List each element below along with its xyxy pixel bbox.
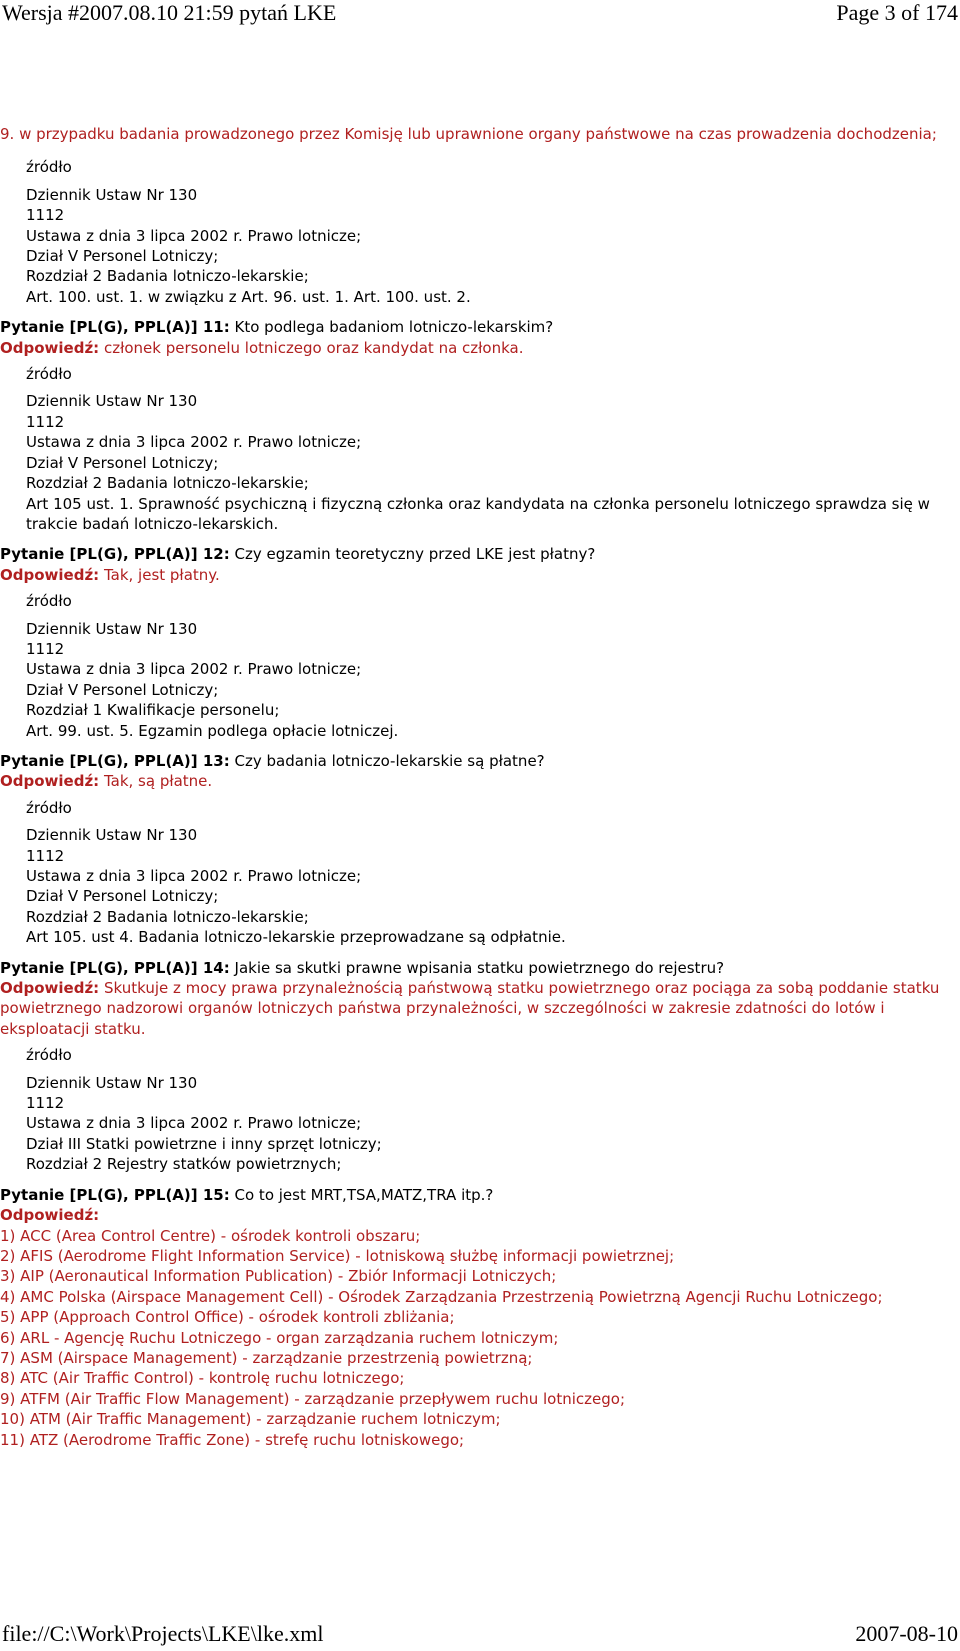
source-line: 1112 <box>26 846 65 865</box>
answer-block <box>0 1205 950 1450</box>
question-label: Pytanie [PL(G), PPL(A)] 14: <box>0 958 230 977</box>
answer-list-item: 8) ATC (Air Traffic Control) - kontrolę ruchu lotniczego; <box>0 1369 405 1388</box>
question-source <box>26 364 950 534</box>
source-line: Art. 100. ust. 1. w związku z Art. 96. ust. 1. Art. 100. ust. 2. <box>26 287 471 306</box>
question-label: Pytanie [PL(G), PPL(A)] 13: <box>0 751 230 770</box>
source-line: Dział V Personel Lotniczy; <box>26 453 219 472</box>
question-line <box>0 317 950 337</box>
header-page-number: Page 3 of 174 <box>836 0 958 25</box>
question-source <box>26 798 950 948</box>
source-line: 1112 <box>26 206 65 225</box>
answer-list-item: 11) ATZ (Aerodrome Traffic Zone) - strefę ruchu lotniskowego; <box>0 1430 465 1449</box>
question-block <box>0 751 950 948</box>
answer-list <box>0 1226 950 1450</box>
answer-list-item: 3) AIP (Aeronautical Information Publication) - Zbiór Informacji Lotniczych; <box>0 1267 557 1286</box>
page-footer <box>0 1621 960 1651</box>
question-text: Jakie sa skutki prawne wpisania statku powietrznego do rejestru? <box>234 958 725 977</box>
source-line: Dział V Personel Lotniczy; <box>26 247 219 266</box>
header-version: Wersja #2007.08.10 21:59 pytań LKE <box>2 0 337 25</box>
answer-line <box>0 771 950 791</box>
source-line: Rozdział 2 Badania lotniczo-lekarskie; <box>26 474 309 493</box>
question-source <box>26 1045 950 1174</box>
source-line: Dziennik Ustaw Nr 130 <box>26 392 198 411</box>
source-link[interactable]: źródło <box>26 592 72 611</box>
answer-label: Odpowiedź: <box>0 979 100 998</box>
footer-date: 2007-08-10 <box>855 1621 958 1646</box>
question-label: Pytanie [PL(G), PPL(A)] 12: <box>0 545 230 564</box>
answer-label: Odpowiedź: <box>0 772 100 791</box>
source-line: Dziennik Ustaw Nr 130 <box>26 619 198 638</box>
source-line: 1112 <box>26 639 65 658</box>
source-line: Dziennik Ustaw Nr 130 <box>26 826 198 845</box>
question-line <box>0 1185 950 1205</box>
answer-list-item: 2) AFIS (Aerodrome Flight Information Service) - lotniskową służbę informacji powietrznej; <box>0 1246 675 1265</box>
source-line: Art. 99. ust. 5. Egzamin podlega opłacie lotniczej. <box>26 721 399 740</box>
question-text: Czy badania lotniczo-lekarskie są płatne? <box>234 751 545 770</box>
page-header <box>0 0 960 30</box>
answer-label: Odpowiedź: <box>0 338 100 357</box>
question-line <box>0 958 950 978</box>
question-text: Kto podlega badaniom lotniczo-lekarskim? <box>234 318 554 337</box>
source-link[interactable]: źródło <box>26 798 72 817</box>
answer-text: Skutkuje z mocy prawa przynależnością państwową statku powietrznego oraz pociąga za sobą poddanie statku powietrznego nadzorowi organów lotniczych państwa przynależności, w szczególności w zakresie zdatności do lotów i eksploatacji statku. <box>0 979 940 1038</box>
source-line: Dziennik Ustaw Nr 130 <box>26 185 198 204</box>
answer-label: Odpowiedź: <box>0 565 100 584</box>
intro-source <box>26 157 950 307</box>
source-line: Dział III Statki powietrzne i inny sprzęt lotniczy; <box>26 1134 382 1153</box>
source-line: 1112 <box>26 1094 65 1113</box>
source-link[interactable]: źródło <box>26 1046 72 1065</box>
question-label: Pytanie [PL(G), PPL(A)] 11: <box>0 318 230 337</box>
answer-list-item: 6) ARL - Agencję Ruchu Lotniczego - organ zarządzania ruchem lotniczym; <box>0 1328 559 1347</box>
question-line <box>0 544 950 564</box>
document-body <box>0 124 950 1450</box>
question-block <box>0 1185 950 1450</box>
answer-line <box>0 978 950 1039</box>
source-line: Rozdział 2 Badania lotniczo-lekarskie; <box>26 907 309 926</box>
question-text: Co to jest MRT,TSA,MATZ,TRA itp.? <box>234 1185 494 1204</box>
source-link[interactable]: źródło <box>26 158 72 177</box>
answer-text: Tak, są płatne. <box>103 772 213 791</box>
question-label: Pytanie [PL(G), PPL(A)] 15: <box>0 1185 230 1204</box>
source-line: Ustawa z dnia 3 lipca 2002 r. Prawo lotnicze; <box>26 660 362 679</box>
answer-list-item: 5) APP (Approach Control Office) - ośrodek kontroli zbliżania; <box>0 1308 455 1327</box>
source-link[interactable]: źródło <box>26 365 72 384</box>
question-block <box>0 544 950 741</box>
question-line <box>0 751 950 771</box>
answer-list-item: 4) AMC Polska (Airspace Management Cell) - Ośrodek Zarządzania Przestrzenią Powietrzną Agencji Ruchu Lotniczego; <box>0 1287 883 1306</box>
answer-line <box>0 338 950 358</box>
source-line: Rozdział 1 Kwalifikacje personelu; <box>26 701 280 720</box>
question-source <box>26 591 950 741</box>
answer-line <box>0 565 950 585</box>
question-block <box>0 317 950 534</box>
intro-text: 9. w przypadku badania prowadzonego przez Komisję lub uprawnione organy państwowe na czas prowadzenia dochodzenia; <box>0 125 937 143</box>
answer-list-item: 1) ACC (Area Control Centre) - ośrodek kontroli obszaru; <box>0 1226 421 1245</box>
footer-file-path: file://C:\Work\Projects\LKE\lke.xml <box>2 1621 324 1646</box>
source-line: Ustawa z dnia 3 lipca 2002 r. Prawo lotnicze; <box>26 1114 362 1133</box>
source-line: Dział V Personel Lotniczy; <box>26 887 219 906</box>
answer-list-item: 9) ATFM (Air Traffic Flow Management) - zarządzanie przepływem ruchu lotniczego; <box>0 1389 626 1408</box>
source-line: Art 105. ust 4. Badania lotniczo-lekarskie przeprowadzane są odpłatnie. <box>26 928 566 947</box>
source-line: Rozdział 2 Rejestry statków powietrznych; <box>26 1155 342 1174</box>
source-line: Ustawa z dnia 3 lipca 2002 r. Prawo lotnicze; <box>26 226 362 245</box>
answer-list-item: 10) ATM (Air Traffic Management) - zarządzanie ruchem lotniczym; <box>0 1410 501 1429</box>
question-text: Czy egzamin teoretyczny przed LKE jest płatny? <box>234 545 596 564</box>
question-block <box>0 958 950 1175</box>
answer-list-item: 7) ASM (Airspace Management) - zarządzanie przestrzenią powietrzną; <box>0 1348 533 1367</box>
source-line: Rozdział 2 Badania lotniczo-lekarskie; <box>26 267 309 286</box>
answer-text: członek personelu lotniczego oraz kandydat na członka. <box>103 338 524 357</box>
source-line: Ustawa z dnia 3 lipca 2002 r. Prawo lotnicze; <box>26 433 362 452</box>
answer-label: Odpowiedź: <box>0 1206 100 1225</box>
source-line: Dziennik Ustaw Nr 130 <box>26 1073 198 1092</box>
answer-text: Tak, jest płatny. <box>103 565 220 584</box>
source-line: Art 105 ust. 1. Sprawność psychiczną i fizyczną członka oraz kandydata na członka personelu lotniczego sprawdza się w trakcie badań lotniczo-lekarskich. <box>26 494 930 533</box>
source-line: Ustawa z dnia 3 lipca 2002 r. Prawo lotnicze; <box>26 867 362 885</box>
source-line: 1112 <box>26 412 65 431</box>
source-line: Dział V Personel Lotniczy; <box>26 680 219 699</box>
